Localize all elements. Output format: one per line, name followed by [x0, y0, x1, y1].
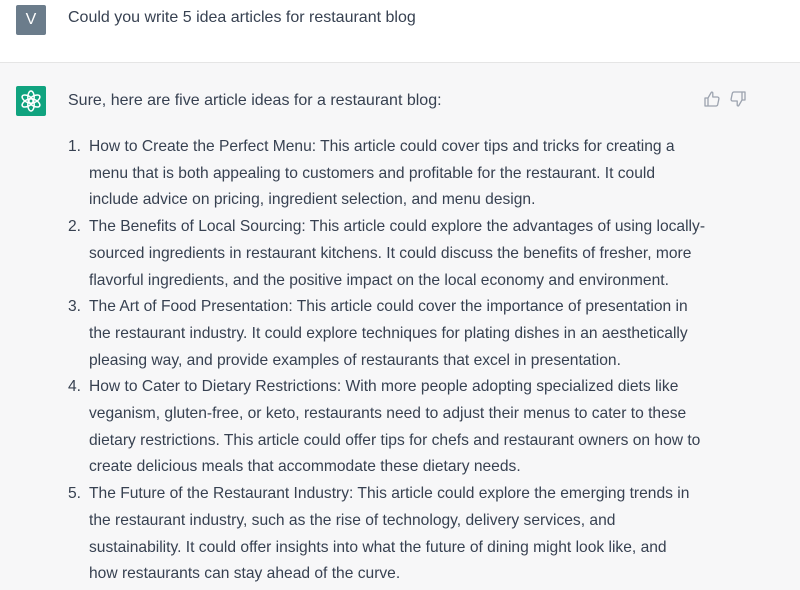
list-item-number: 2. [68, 218, 82, 236]
list-item-line: The Art of Food Presentation: This article could cover the importance of presentation in [89, 298, 688, 316]
list-item-line: sourced ingredients in restaurant kitchens. It could discuss the benefits of fresher, more [89, 244, 692, 262]
user-message-text: Could you write 5 idea articles for restaurant blog [68, 9, 416, 26]
list-item-line: flavorful ingredients, and the positive impact on the local economy and environment. [89, 271, 669, 289]
list-item-line: create delicious meals that accommodate these dietary needs. [89, 458, 521, 476]
assistant-intro-text: Sure, here are five article ideas for a restaurant blog: [68, 92, 442, 109]
list-item-line: The Benefits of Local Sourcing: This article could explore the advantages of using locally- [89, 218, 706, 236]
user-avatar: V [16, 5, 46, 35]
list-item-line: veganism, gluten-free, or keto, restaurants need to adjust their menus to cater to these [89, 405, 687, 423]
list-item-number: 3. [68, 298, 82, 316]
list-item-line: include advice on pricing, ingredient selection, and menu design. [89, 191, 536, 209]
list-item-line: the restaurant industry, such as the rise of technology, delivery services, and [89, 511, 616, 529]
list-item-line: how restaurants can stay ahead of the curve. [89, 565, 401, 583]
thumbs-down-icon[interactable] [729, 90, 747, 108]
list-item-line: dietary restrictions. This article could offer tips for chefs and restaurant owners on how to [89, 431, 701, 449]
list-item-number: 1. [68, 138, 82, 155]
list-item [64, 481, 704, 588]
list-item-number: 5. [68, 485, 82, 503]
list-item-number: 4. [68, 378, 82, 396]
article-ideas-list [64, 134, 704, 588]
list-item-line: pleasing way, and provide examples of restaurants that excel in presentation. [89, 351, 621, 369]
list-item-line: How to Cater to Dietary Restrictions: With more people adopting specialized diets like [89, 378, 679, 396]
list-item [64, 374, 704, 481]
thumbs-up-icon[interactable] [703, 90, 721, 108]
openai-logo-icon [16, 86, 46, 116]
list-item-line: How to Create the Perfect Menu: This article could cover tips and tricks for creating a [89, 138, 675, 155]
list-item [64, 134, 704, 214]
list-item-line: the restaurant industry. It could explore techniques for plating dishes in an aesthetically [89, 324, 688, 342]
list-item-line: The Future of the Restaurant Industry: This article could explore the emerging trends in [89, 485, 690, 503]
list-item [64, 214, 704, 294]
user-message-row [0, 0, 800, 63]
list-item [64, 294, 704, 374]
list-item-line: menu that is both appealing to customers and profitable for the restaurant. It could [89, 164, 656, 182]
list-item-line: sustainability. It could offer insights into what the future of dining might look like, and [89, 538, 667, 556]
